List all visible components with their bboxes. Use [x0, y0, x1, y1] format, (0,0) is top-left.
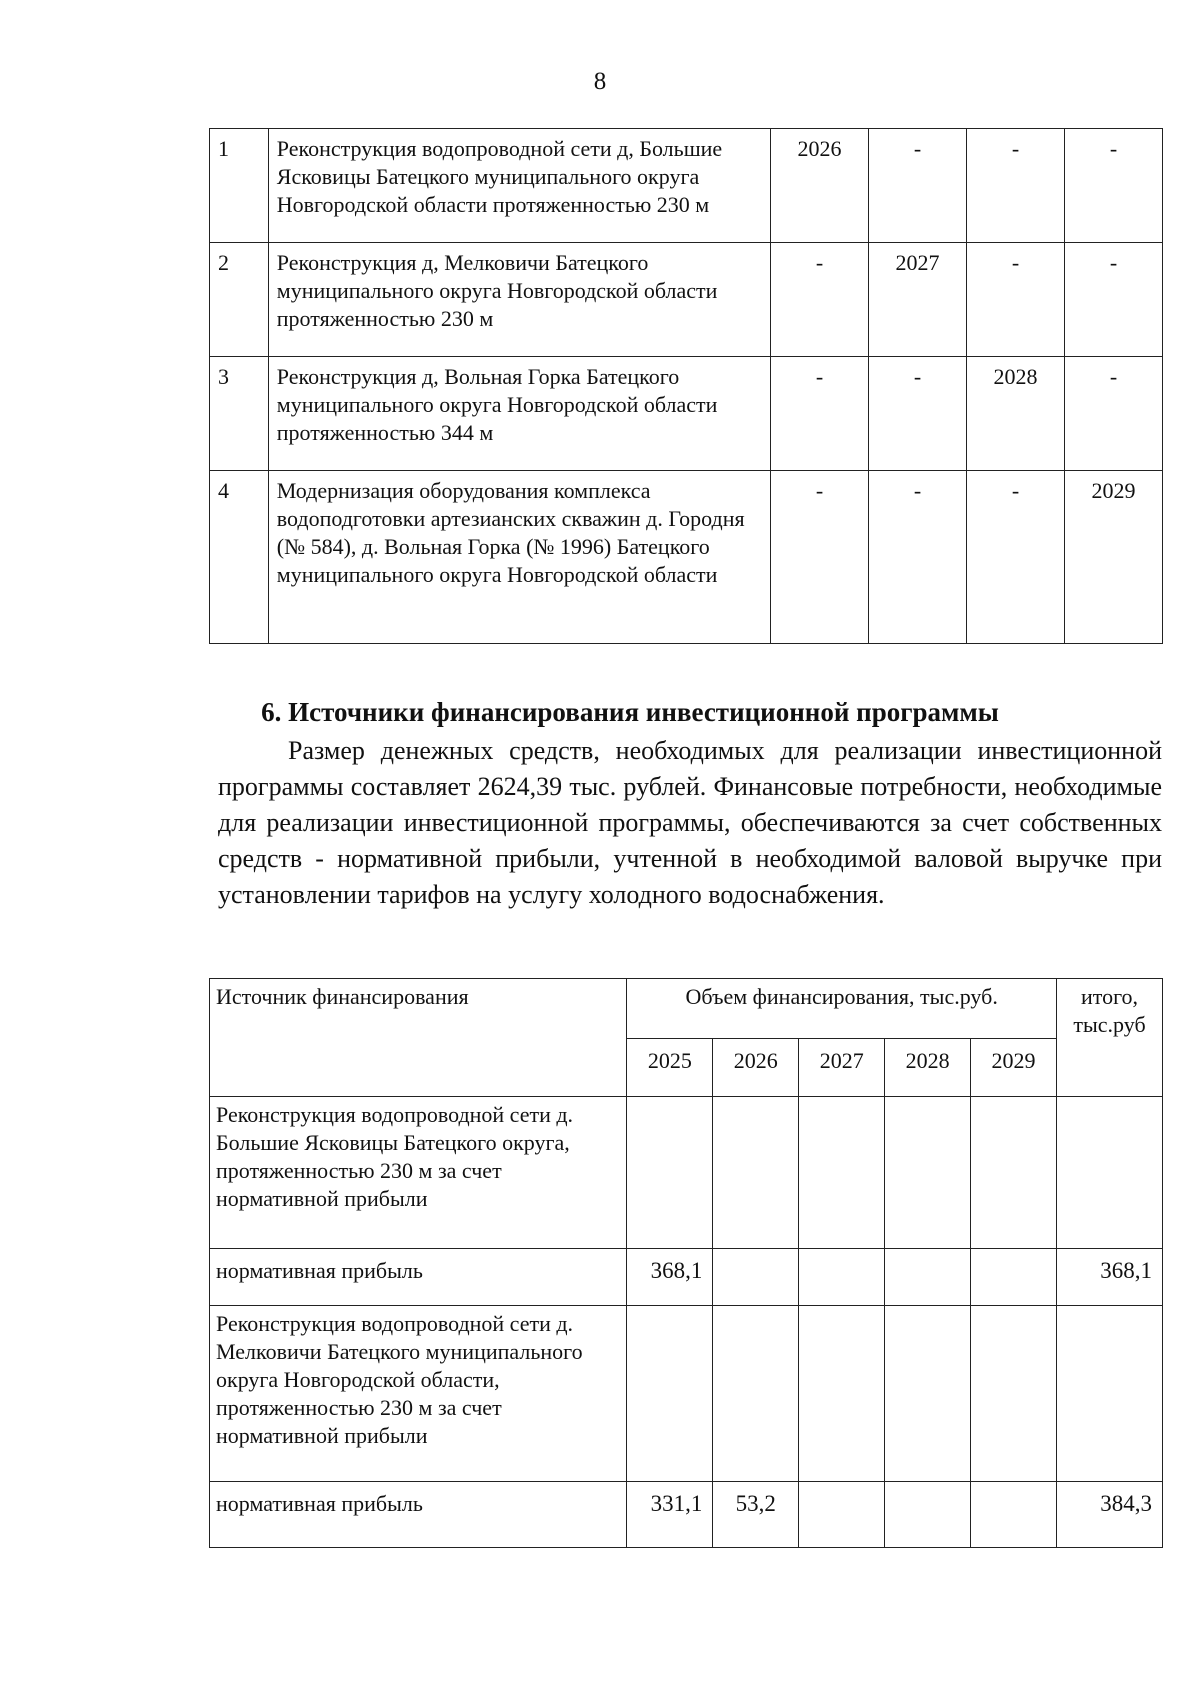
value-cell	[799, 1482, 885, 1548]
row-number: 3	[210, 357, 269, 471]
value-cell	[885, 1097, 971, 1249]
value-cell	[627, 1306, 713, 1482]
value-cell: 368,1	[627, 1249, 713, 1306]
year-cell: -	[869, 471, 967, 644]
total-cell	[1057, 1097, 1163, 1249]
value-cell	[971, 1306, 1057, 1482]
value-cell	[713, 1249, 799, 1306]
header-year: 2028	[885, 1039, 971, 1097]
year-cell: -	[967, 243, 1065, 357]
table-row	[210, 357, 1163, 471]
section-title: 6. Источники финансирования инвестиционной программы	[261, 697, 999, 727]
header-year: 2025	[627, 1039, 713, 1097]
header-row	[210, 979, 1163, 1039]
table-row	[210, 1306, 1163, 1482]
header-year: 2029	[971, 1039, 1057, 1097]
value-cell	[971, 1482, 1057, 1548]
projects-table	[209, 128, 1163, 644]
table-row	[210, 243, 1163, 357]
value-cell	[799, 1249, 885, 1306]
row-number: 4	[210, 471, 269, 644]
year-cell: 2029	[1064, 471, 1162, 644]
value-cell	[799, 1097, 885, 1249]
financing-table	[209, 978, 1163, 1548]
row-number: 1	[210, 129, 269, 243]
table-row	[210, 1249, 1163, 1306]
row-number: 2	[210, 243, 269, 357]
header-year: 2027	[799, 1039, 885, 1097]
value-cell: 53,2	[713, 1482, 799, 1548]
value-cell	[713, 1306, 799, 1482]
source-label: Реконструкция водопроводной сети д. Мелковичи Батецкого муниципального округа Новгородской области, протяженностью 230 м за счет нормативной прибыли	[210, 1306, 627, 1482]
year-cell: -	[1064, 357, 1162, 471]
value-cell	[885, 1482, 971, 1548]
project-name: Реконструкция д, Мелковичи Батецкого муниципального округа Новгородской области протяженностью 230 м	[268, 243, 770, 357]
project-name: Модернизация оборудования комплекса водоподготовки артезианских скважин д. Городня (№ 584), д. Вольная Горка (№ 1996) Батецкого муниципального округа Новгородской области	[268, 471, 770, 644]
header-total: итого, тыс.руб	[1057, 979, 1163, 1097]
year-cell: -	[771, 471, 869, 644]
section-paragraph: Размер денежных средств, необходимых для реализации инвестиционной программы составляет 2624,39 тыс. рублей. Финансовые потребности, необходимые для реализации инвестиционной программы, обеспечиваются за счет собственных средств - нормативной прибыли, учтенной в необходимой валовой выручке при установлении тарифов на услугу холодного водоснабжения.	[218, 736, 1162, 909]
year-cell: -	[771, 357, 869, 471]
year-cell: -	[771, 243, 869, 357]
source-label: Реконструкция водопроводной сети д. Большие Ясковицы Батецкого округа, протяженностью 230 м за счет нормативной прибыли	[210, 1097, 627, 1249]
total-cell	[1057, 1306, 1163, 1482]
header-source: Источник финансирования	[210, 979, 627, 1097]
value-cell	[885, 1306, 971, 1482]
value-cell	[971, 1249, 1057, 1306]
project-name: Реконструкция д, Вольная Горка Батецкого муниципального округа Новгородской области протяженностью 344 м	[268, 357, 770, 471]
value-cell	[627, 1097, 713, 1249]
table-row	[210, 1097, 1163, 1249]
source-label: нормативная прибыль	[210, 1249, 627, 1306]
header-year: 2026	[713, 1039, 799, 1097]
value-cell	[799, 1306, 885, 1482]
year-cell: -	[1064, 243, 1162, 357]
value-cell	[971, 1097, 1057, 1249]
value-cell	[713, 1097, 799, 1249]
year-cell: -	[967, 129, 1065, 243]
year-cell: -	[967, 471, 1065, 644]
table-row	[210, 471, 1163, 644]
value-cell: 331,1	[627, 1482, 713, 1548]
table-row	[210, 129, 1163, 243]
header-volume: Объем финансирования, тыс.руб.	[627, 979, 1057, 1039]
year-cell: -	[1064, 129, 1162, 243]
year-cell: 2027	[869, 243, 967, 357]
year-cell: -	[869, 357, 967, 471]
page-number: 8	[593, 68, 607, 95]
total-cell: 384,3	[1057, 1482, 1163, 1548]
project-name: Реконструкция водопроводной сети д, Большие Ясковицы Батецкого муниципального округа Новгородской области протяженностью 230 м	[268, 129, 770, 243]
year-cell: -	[869, 129, 967, 243]
value-cell	[885, 1249, 971, 1306]
table-row	[210, 1482, 1163, 1548]
year-cell: 2028	[967, 357, 1065, 471]
year-cell: 2026	[771, 129, 869, 243]
source-label: нормативная прибыль	[210, 1482, 627, 1548]
total-cell: 368,1	[1057, 1249, 1163, 1306]
